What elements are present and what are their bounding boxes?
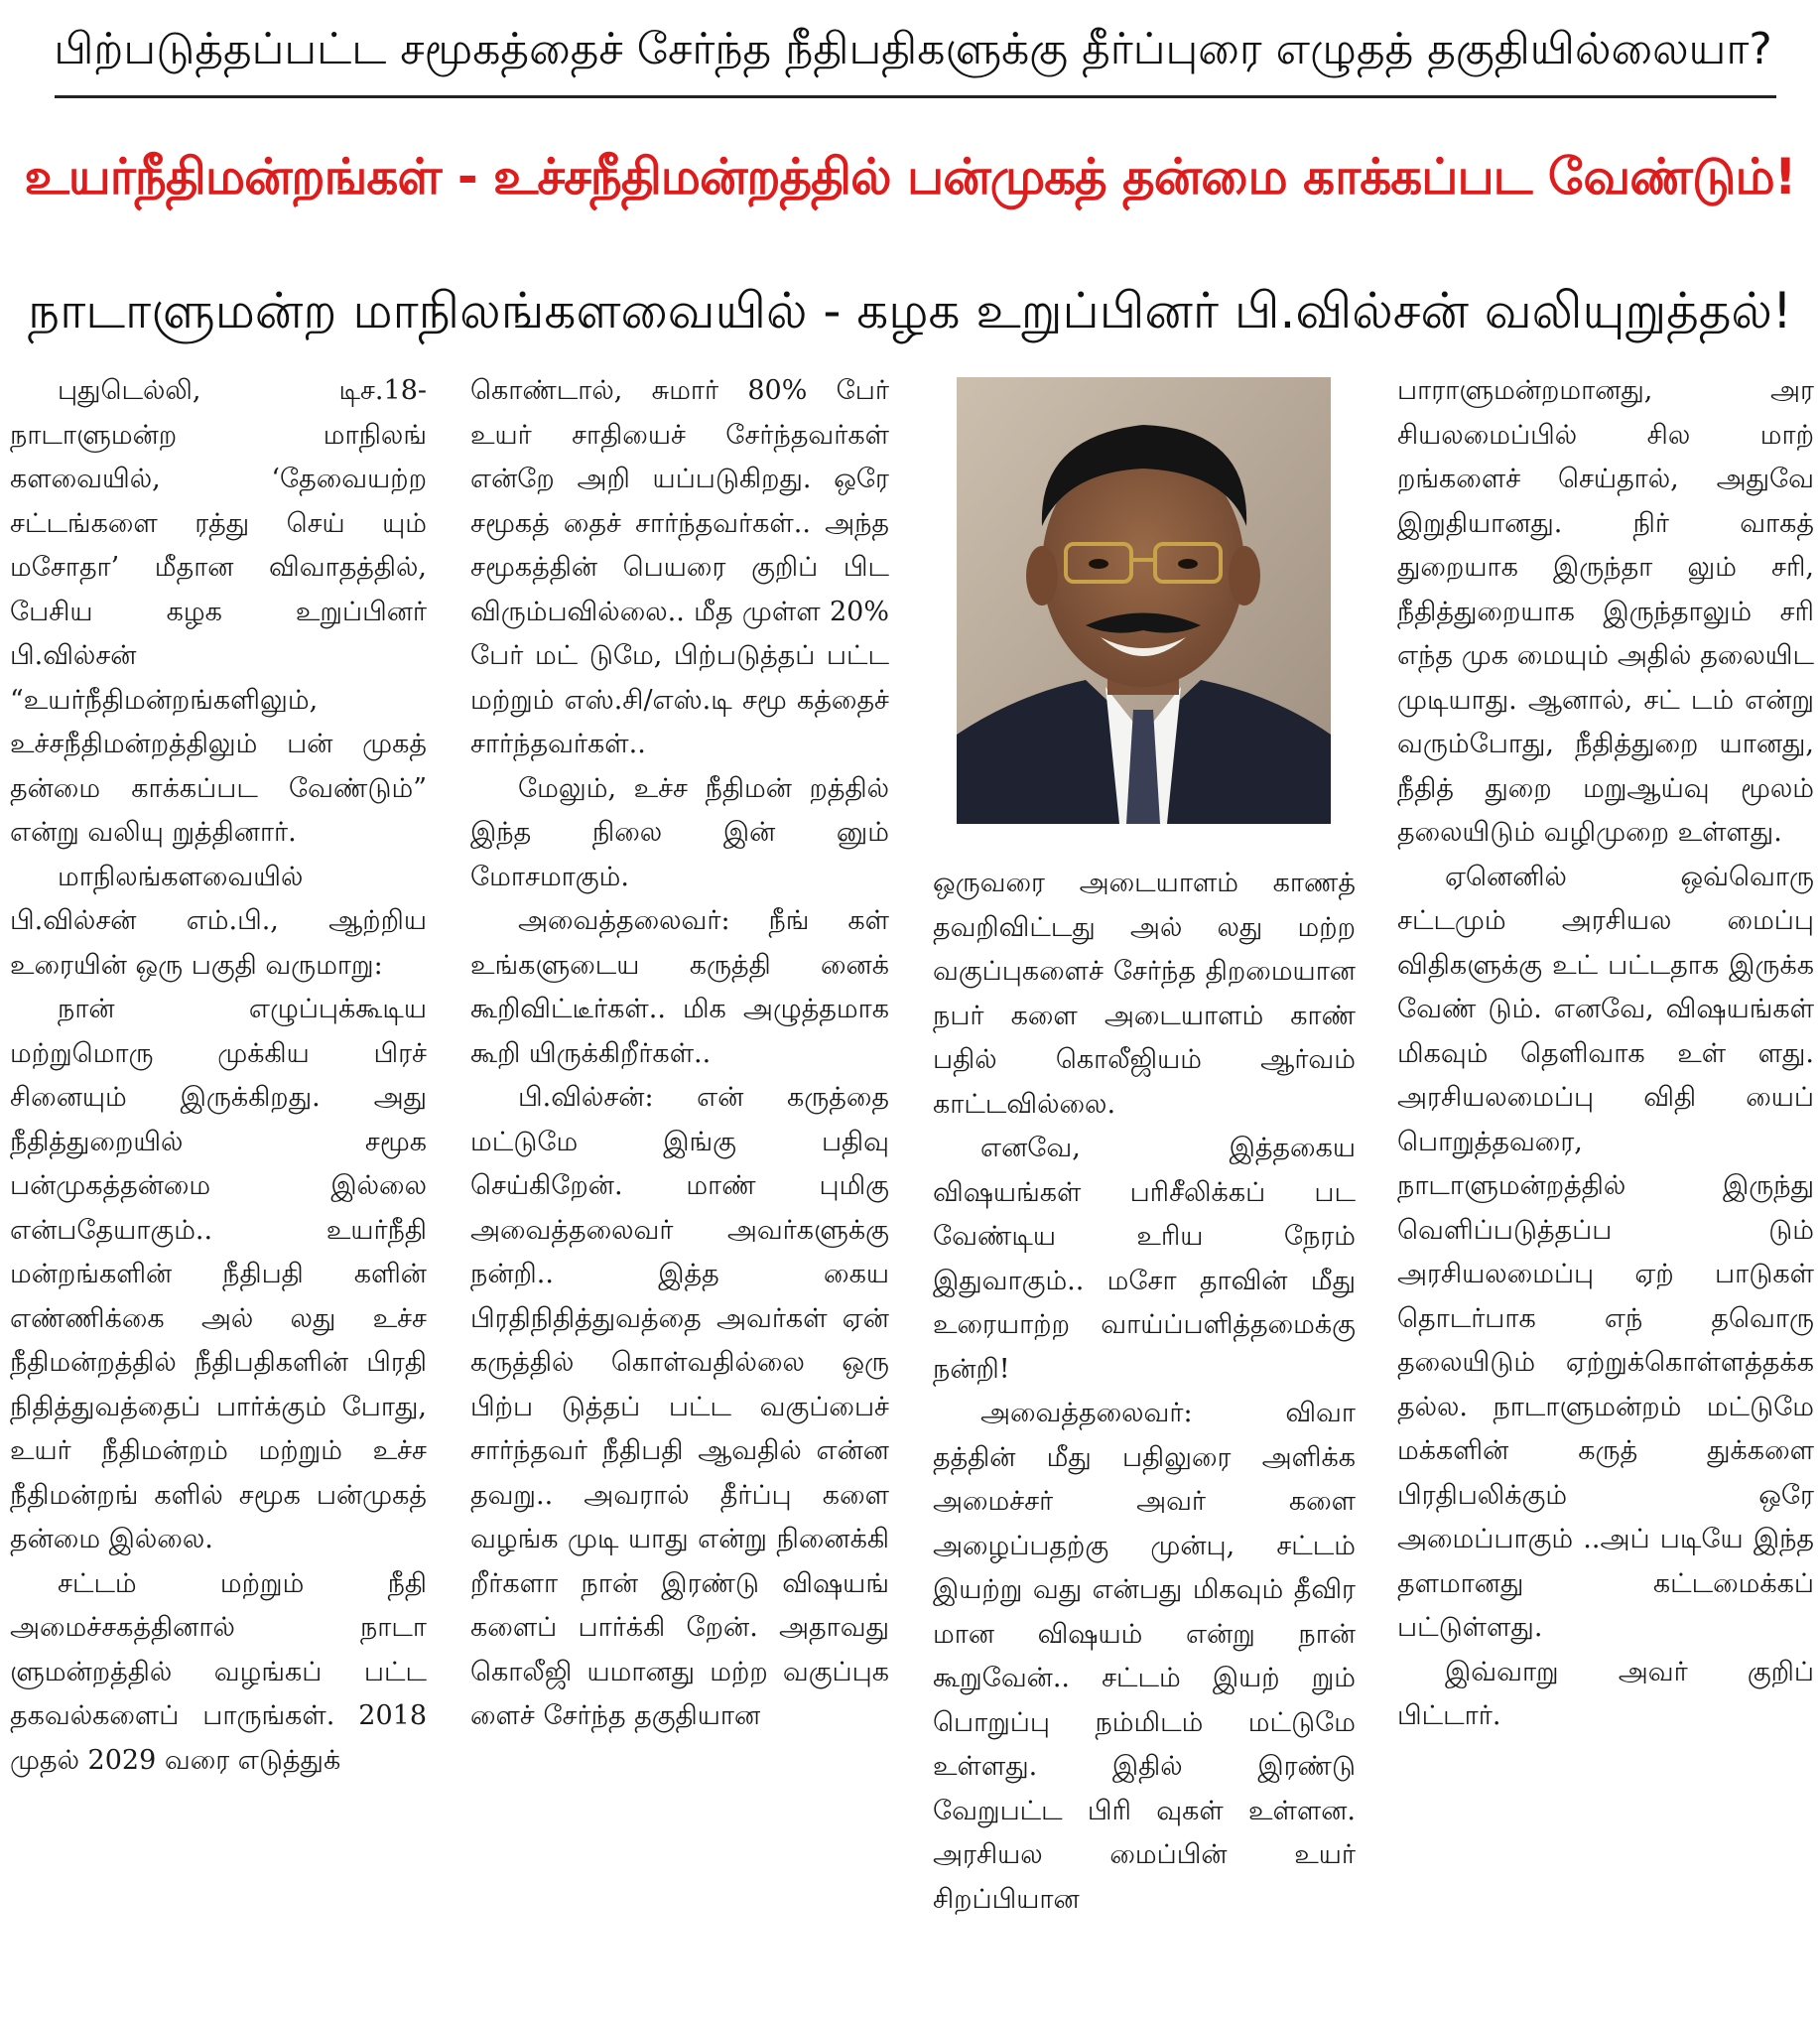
article-paragraph: சட்டம் மற்றும் நீதி அமைச்சகத்தினால் நாடா ளுமன்றத்தில் வழங்கப் பட்ட தகவல்களைப் பாருங்கள். 2018 முதல் 2029 வரை எடுத்துக் — [10, 1567, 427, 1776]
speaker-photo — [957, 377, 1331, 824]
article-column-2 — [470, 369, 889, 2017]
kicker-headline: பிற்படுத்தப்பட்ட சமூகத்தைச் சேர்ந்த நீதிபதிகளுக்கு தீர்ப்புரை எழுதத் தகுதியில்லையா? — [54, 24, 1772, 74]
main-headline: உயர்நீதிமன்றங்கள் - உச்சநீதிமன்றத்தில் பன்முகத் தன்மை காக்கப்பட வேண்டும்! — [24, 148, 1796, 205]
article-paragraph: ஏனெனில் ஒவ்வொரு சட்டமும் அரசியல மைப்பு விதிகளுக்கு உட் பட்டதாக இருக்க வேண் டும். எனவே, விஷயங்கள் மிகவும் தெளிவாக உள் ளது. அரசியலமைப்பு விதி யைப் பொறுத்தவரை, நாடாளுமன்றத்தில் இருந்து வெளிப்படுத்தப்ப டும் அரசியலமைப்பு ஏற் பாடுகள் தொடர்பாக எந் தவொரு தலையிடும் ஏற்றுக்கொள்ளத்தக்க தல்ல. நாடாளுமன்றம் மட்டுமே மக்களின் கருத் துக்களை பிரதிபலிக்கும் ஒரே அமைப்பாகும் ..அப் படியே இந்த தளமானது கட்டமைக்கப் பட்டுள்ளது. — [1397, 861, 1814, 1643]
article-paragraph: புதுடெல்லி, டிச.18- நாடாளுமன்ற மாநிலங் களவையில், ‘தேவையற்ற சட்டங்களை ரத்து செய் யும் மசோதா’ மீதான விவாதத்தில், பேசிய கழக உறுப்பினர் பி.வில்சன் “உயர்நீதிமன்றங்களிலும், உச்சநீதிமன்றத்திலும் பன் முகத் தன்மை காக்கப்பட வேண்டும்” என்று வலியு றுத்தினார். — [10, 375, 427, 848]
article-paragraph: நான் எழுப்புக்கூடிய மற்றுமொரு முக்கிய பிரச் சினையும் இருக்கிறது. அது நீதித்துறையில் சமூக பன்முகத்தன்மை இல்லை என்பதேயாகும்.. உயர்நீதி மன்றங்களின் நீதிபதி களின் எண்ணிக்கை அல் லது உச்ச நீதிமன்றத்தில் நீதிபதிகளின் பிரதி நிதித்துவத்தைப் பார்க்கும் போது, உயர் நீதிமன்றம் மற்றும் உச்ச நீதிமன்றங் களில் சமூக பன்முகத் தன்மை இல்லை. — [10, 994, 427, 1554]
headline-rule — [55, 95, 1776, 98]
article-paragraph: பி.வில்சன்: என் கருத்தை மட்டுமே இங்கு பதிவு செய்கிறேன். மாண் புமிகு அவைத்தலைவர் அவர்களுக்கு நன்றி.. இத்த கைய பிரதிநிதித்துவத்தை அவர்கள் ஏன் கருத்தில் கொள்வதில்லை ஒரு பிற்ப டுத்தப் பட்ட வகுப்பைச் சார்ந்தவர் நீதிபதி ஆவதில் என்ன தவறு.. அவரால் தீர்ப்பு களை வழங்க முடி யாது என்று நினைக்கி றீர்களா நான் இரண்டு விஷயங் களைப் பார்க்கி றேன். அதாவது கொலீஜி யமானது மற்ற வகுப்புக ளைச் சேர்ந்த தகுதியான — [470, 1082, 889, 1731]
article-column-4 — [1397, 369, 1814, 2017]
article-paragraph: மேலும், உச்ச நீதிமன் றத்தில் இந்த நிலை இன் னும் மோசமாகும். — [470, 772, 889, 892]
article-paragraph: பாராளுமன்றமானது, அர சியலமைப்பில் சில மாற் றங்களைச் செய்தால், அதுவே இறுதியானது. நிர் வாகத் துறையாக இருந்தா லும் சரி, நீதித்துறையாக இருந்தாலும் சரி எந்த முக மையும் அதில் தலையிட முடியாது. ஆனால், சட் டம் என்று வரும்போது, நீதித்துறை யானது, நீதித் துறை மறுஆய்வு மூலம் தலையிடும் வழிமுறை உள்ளது. — [1397, 375, 1814, 848]
article-column-1 — [10, 369, 427, 2017]
article-paragraph: எனவே, இத்தகைய விஷயங்கள் பரிசீலிக்கப் பட வேண்டிய உரிய நேரம் இதுவாகும்.. மசோ தாவின் மீது உரையாற்ற வாய்ப்பளித்தமைக்கு நன்றி! — [933, 1133, 1356, 1385]
article-paragraph: அவைத்தலைவர்: விவா தத்தின் மீது பதிலுரை அளிக்க அமைச்சர் அவர் களை அழைப்பதற்கு முன்பு, சட்டம் இயற்று வது என்பது மிகவும் தீவிர மான விஷயம் என்று நான் கூறுவேன்.. சட்டம் இயற் றும் பொறுப்பு நம்மிடம் மட்டுமே உள்ளது. இதில் இரண்டு வேறுபட்ட பிரி வுகள் உள்ளன. அரசியல மைப்பின் உயர் சிறப்பியான — [933, 1398, 1356, 1915]
article-column-3 — [933, 862, 1356, 2017]
article-paragraph: அவைத்தலைவர்: நீங் கள் உங்களுடைய கருத்தி னைக் கூறிவிட்டீர்கள்.. மிக அழுத்தமாக கூறி யிருக்கிறீர்கள்.. — [470, 905, 889, 1069]
article-paragraph: மாநிலங்களவையில் பி.வில்சன் எம்.பி., ஆற்றிய உரையின் ஒரு பகுதி வருமாறு: — [10, 861, 427, 981]
sub-headline: நாடாளுமன்ற மாநிலங்களவையில் - கழக உறுப்பினர் பி.வில்சன் வலியுறுத்தல்! — [28, 282, 1792, 339]
article-paragraph: இவ்வாறு அவர் குறிப் பிட்டார். — [1397, 1656, 1814, 1731]
portrait-illustration — [957, 377, 1331, 824]
article-paragraph: கொண்டால், சுமார் 80% பேர் உயர் சாதியைச் சேர்ந்தவர்கள் என்றே அறி யப்படுகிறது. ஒரே சமூகத் தைச் சார்ந்தவர்கள்.. அந்த சமூகத்தின் பெயரை குறிப் பிட விரும்பவில்லை.. மீத முள்ள 20% பேர் மட் டுமே, பிற்படுத்தப் பட்ட மற்றும் எஸ்.சி/எஸ்.டி சமூ கத்தைச் சார்ந்தவர்கள்.. — [470, 375, 889, 759]
article-paragraph: ஒருவரை அடையாளம் காணத் தவறிவிட்டது அல் லது மற்ற வகுப்புகளைச் சேர்ந்த திறமையான நபர் களை அடையாளம் காண் பதில் கொலீஜியம் ஆர்வம் காட்டவில்லை. — [933, 868, 1356, 1120]
